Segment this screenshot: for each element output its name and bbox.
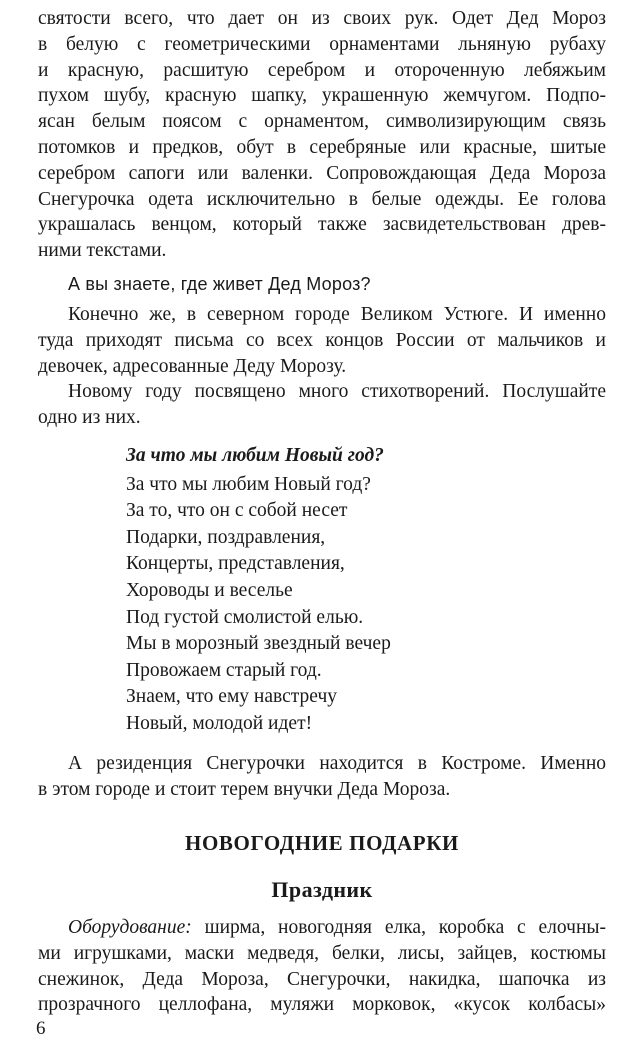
- text-line: одно из них.: [38, 407, 141, 429]
- text-line: девочек, адресованные Деду Морозу.: [38, 355, 347, 377]
- text-line: украшалась венцом, который также засвидетельствован древ-: [38, 214, 606, 236]
- section-heading: НОВОГОДНИЕ ПОДАРКИ: [185, 831, 459, 856]
- text-line: Новому году посвящено много стихотворений. Послушайте: [68, 381, 606, 403]
- sub-heading: Праздник: [271, 877, 373, 903]
- poem-line: Мы в морозный звездный вечер: [126, 633, 391, 655]
- poem-line: За что мы любим Новый год?: [126, 473, 371, 495]
- text-line: святости всего, что дает он из своих рук. Одет Дед Мороз: [38, 8, 606, 29]
- poem-line: Новый, молодой идет!: [126, 712, 313, 734]
- poem-line: Хороводы и веселье: [126, 579, 293, 601]
- text-line: пухом шубу, красную шапку, украшенную жемчугом. Подпо-: [38, 85, 606, 107]
- text-line: ми игрушками, маски медведя, белки, лисы, зайцев, костюмы: [38, 942, 606, 964]
- text-line: в белую с геометрическими орнаментами льняную рубаху: [38, 33, 606, 55]
- question-heading: А вы знаете, где живет Дед Мороз?: [68, 273, 371, 294]
- text-line: [38, 915, 606, 941]
- text-line: ясан белым поясом с орнаментом, символизирующим связь: [38, 111, 606, 133]
- paragraph-equipment: [38, 915, 606, 1018]
- poem-line: Провожаем старый год.: [126, 659, 322, 681]
- text-line: потомков и предков, обут в серебряные или красные, шитые: [38, 136, 606, 158]
- text-line: и красную, расшитую серебром и отороченную лебяжьим: [38, 59, 606, 81]
- poem-title: За что мы любим Новый год?: [126, 444, 384, 466]
- text-line: А резиденция Снегурочки находится в Костроме. Именно: [68, 753, 606, 775]
- paragraph-poems-intro: [38, 379, 606, 431]
- text-line: Конечно же, в северном городе Великом Устюге. И именно: [68, 303, 606, 325]
- text-line: туда приходят письма со всех концов России от мальчиков и: [38, 329, 606, 351]
- poem: [126, 443, 606, 738]
- paragraph-velikiy-ustyug: [38, 302, 606, 379]
- equipment-label: Оборудование:: [68, 917, 192, 939]
- text-line: ними текстами.: [38, 240, 167, 262]
- text-line: в этом городе и стоит терем внучки Деда Мороза.: [38, 779, 451, 801]
- poem-line: Под густой смолистой елью.: [126, 606, 364, 628]
- poem-line: Концерты, представления,: [126, 553, 345, 575]
- poem-line: Подарки, поздравления,: [126, 526, 326, 548]
- text-line: Снегурочка одета исключительно в белые одежды. Ее голова: [38, 188, 606, 210]
- page-number: 6: [36, 1018, 46, 1039]
- poem-line: Знаем, что ему навстречу: [126, 686, 337, 708]
- equipment-first-line: ширма, новогодняя елка, коробка с елочны-: [191, 917, 606, 939]
- poem-line: За то, что он с собой несет: [126, 500, 348, 522]
- text-line: прозрачного целлофана, муляжи морковок, «кусок колбасы»: [38, 994, 606, 1016]
- paragraph-kostroma: [38, 751, 606, 803]
- paragraph-santa-clothing: [38, 6, 606, 264]
- text-line: снежинок, Деда Мороза, Снегурочки, накидка, шапочка из: [38, 968, 606, 990]
- text-line: серебром сапоги или валенки. Сопровождающая Деда Мороза: [38, 162, 606, 184]
